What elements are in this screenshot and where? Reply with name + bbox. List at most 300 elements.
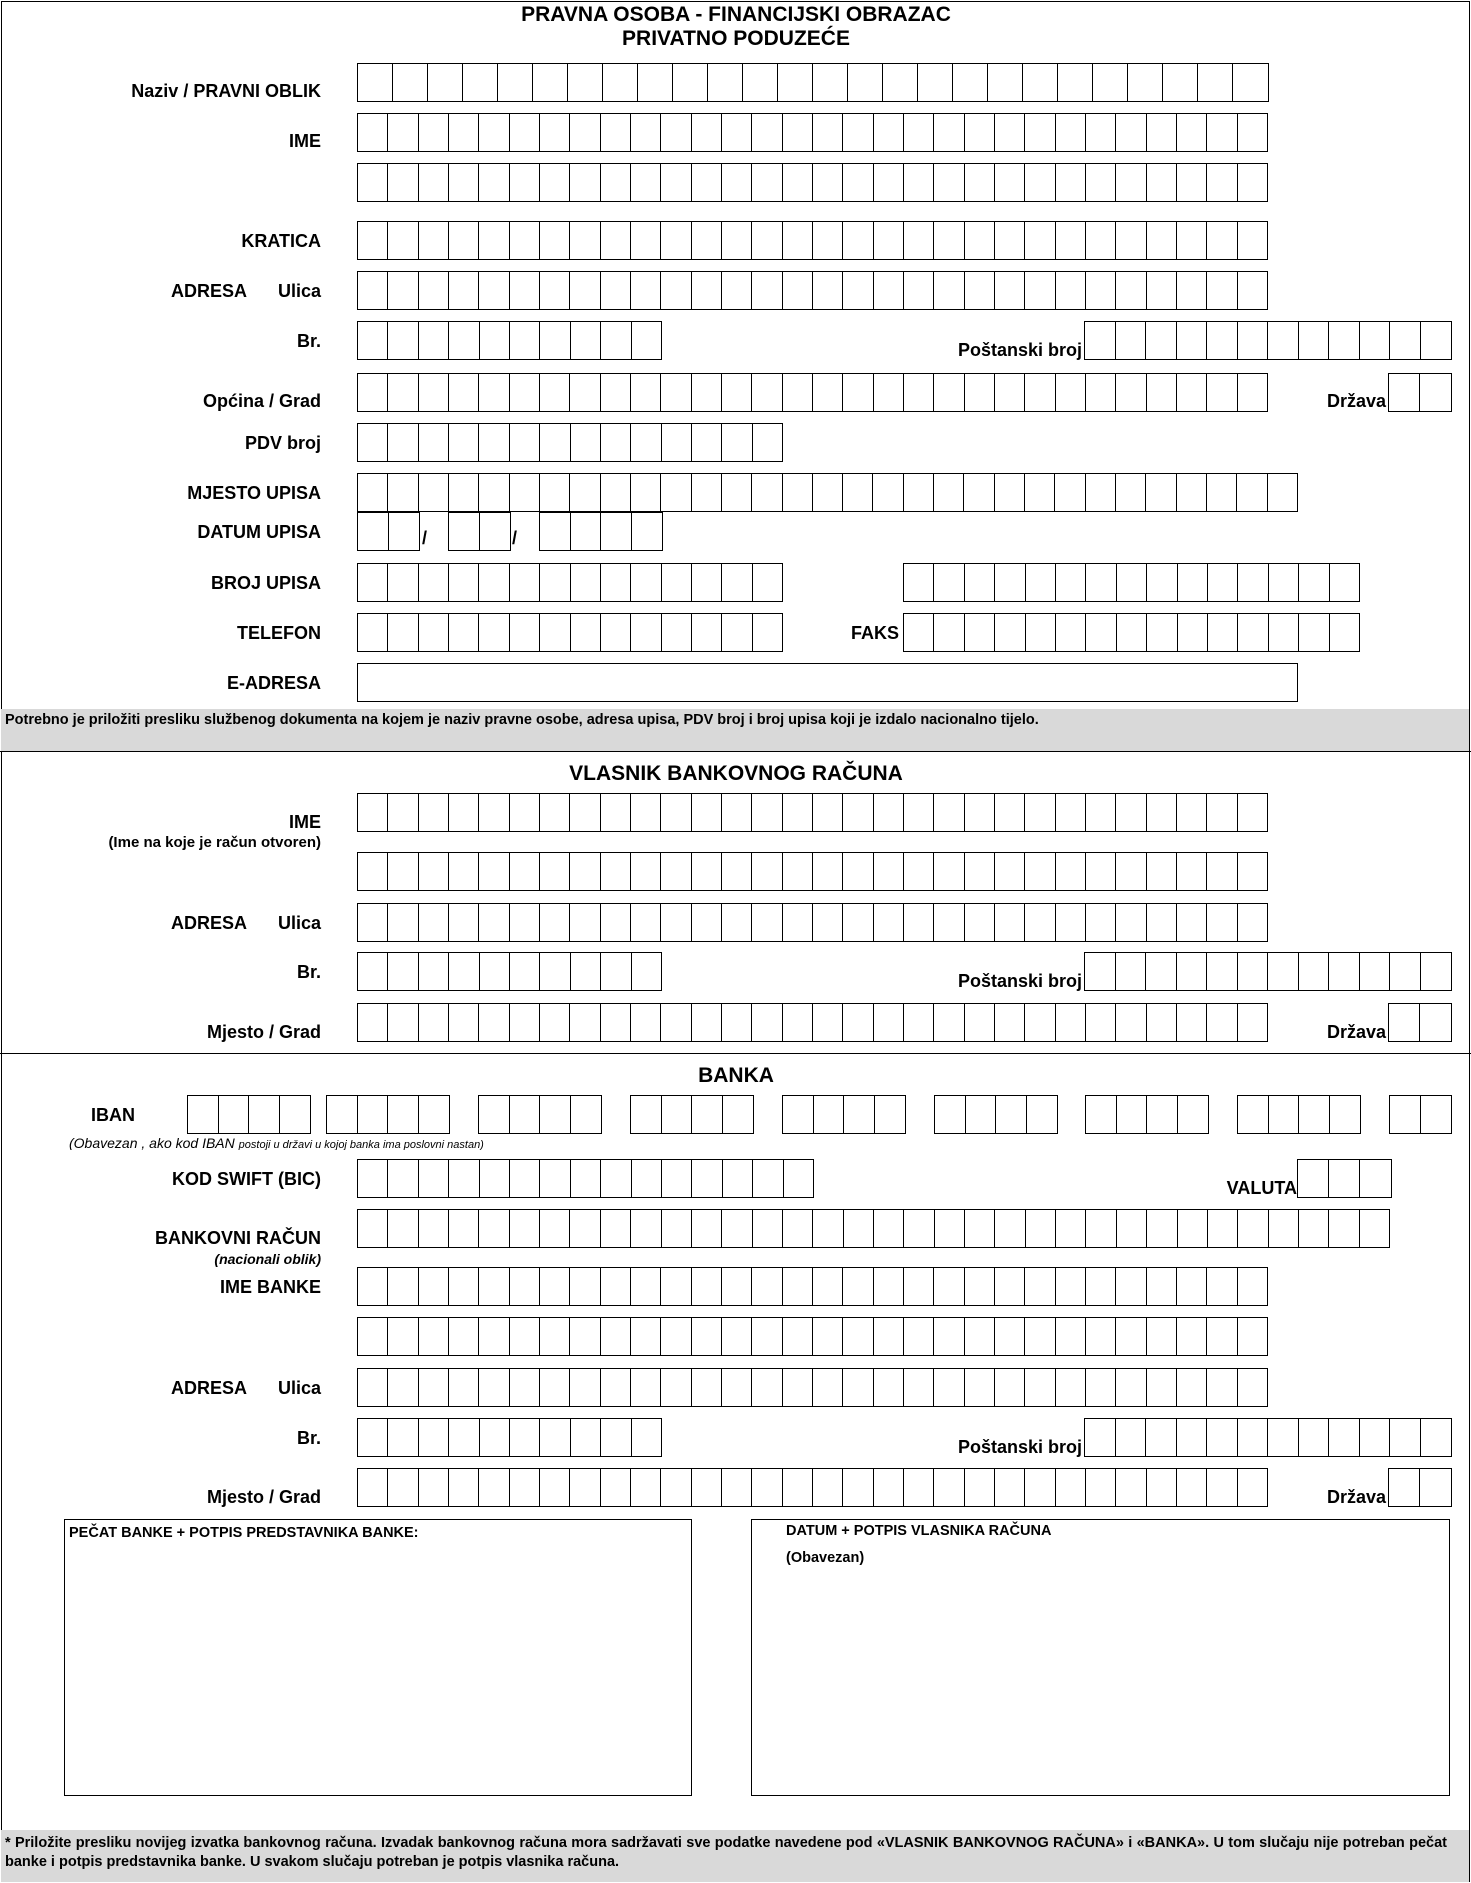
datum-upisa-day[interactable] (357, 512, 418, 551)
char-box[interactable] (1115, 321, 1147, 360)
char-box[interactable] (569, 1368, 601, 1407)
char-box[interactable] (539, 373, 571, 412)
char-box[interactable] (691, 1159, 723, 1198)
char-box[interactable] (478, 163, 510, 202)
char-box[interactable] (1057, 63, 1094, 102)
char-box[interactable] (478, 613, 510, 652)
char-box[interactable] (387, 1317, 419, 1356)
char-box[interactable] (812, 1468, 844, 1507)
char-box[interactable] (1237, 903, 1269, 942)
char-box[interactable] (418, 1095, 450, 1134)
char-box[interactable] (842, 852, 874, 891)
char-box[interactable] (509, 852, 541, 891)
char-box[interactable] (509, 903, 541, 942)
char-box[interactable] (1146, 1267, 1178, 1306)
char-box[interactable] (569, 113, 601, 152)
char-box[interactable] (569, 852, 601, 891)
char-box[interactable] (783, 1159, 815, 1198)
char-box[interactable] (509, 473, 541, 512)
char-box[interactable] (842, 903, 874, 942)
char-box[interactable] (630, 221, 662, 260)
char-box[interactable] (1298, 321, 1330, 360)
char-box[interactable] (509, 321, 541, 360)
char-box[interactable] (418, 852, 450, 891)
char-box[interactable] (782, 221, 814, 260)
char-box[interactable] (721, 1267, 753, 1306)
char-box[interactable] (478, 563, 510, 602)
char-box[interactable] (1237, 1368, 1269, 1407)
char-box[interactable] (964, 1209, 996, 1248)
char-box[interactable] (812, 271, 844, 310)
char-box[interactable] (1146, 1003, 1178, 1042)
char-box[interactable] (448, 512, 480, 551)
char-box[interactable] (1176, 373, 1208, 412)
bank-mjesto-field[interactable] (357, 1468, 1267, 1507)
char-box[interactable] (1085, 1003, 1117, 1042)
char-box[interactable] (994, 1209, 1026, 1248)
char-box[interactable] (691, 373, 723, 412)
char-box[interactable] (418, 423, 450, 462)
char-box[interactable] (1145, 473, 1177, 512)
char-box[interactable] (357, 613, 389, 652)
char-box[interactable] (418, 1317, 450, 1356)
char-box[interactable] (1237, 563, 1269, 602)
char-box[interactable] (933, 563, 965, 602)
char-box[interactable] (660, 473, 692, 512)
char-box[interactable] (478, 221, 510, 260)
char-box[interactable] (357, 321, 389, 360)
char-box[interactable] (1115, 221, 1147, 260)
char-box[interactable] (965, 1095, 997, 1134)
bankovni-racun-field[interactable] (357, 1209, 1389, 1248)
char-box[interactable] (1055, 163, 1087, 202)
char-box[interactable] (388, 512, 420, 551)
char-box[interactable] (630, 423, 662, 462)
char-box[interactable] (964, 903, 996, 942)
ime-field-2[interactable] (357, 163, 1267, 202)
char-box[interactable] (509, 1368, 541, 1407)
char-box[interactable] (751, 903, 783, 942)
char-box[interactable] (1206, 473, 1238, 512)
char-box[interactable] (448, 1209, 480, 1248)
char-box[interactable] (448, 1418, 480, 1457)
char-box[interactable] (418, 1159, 450, 1198)
char-box[interactable] (691, 163, 723, 202)
char-box[interactable] (782, 1209, 814, 1248)
faks-field[interactable] (903, 613, 1359, 652)
char-box[interactable] (1176, 1418, 1208, 1457)
char-box[interactable] (1237, 113, 1269, 152)
kratica-field[interactable] (357, 221, 1267, 260)
char-box[interactable] (1329, 1095, 1361, 1134)
char-box[interactable] (1328, 321, 1360, 360)
char-box[interactable] (903, 613, 935, 652)
char-box[interactable] (1026, 1095, 1058, 1134)
char-box[interactable] (387, 1267, 419, 1306)
char-box[interactable] (1116, 613, 1148, 652)
char-box[interactable] (1237, 271, 1269, 310)
char-box[interactable] (751, 373, 783, 412)
char-box[interactable] (873, 373, 905, 412)
char-box[interactable] (1176, 903, 1208, 942)
char-box[interactable] (1115, 1003, 1147, 1042)
char-box[interactable] (933, 1317, 965, 1356)
char-box[interactable] (782, 1003, 814, 1042)
char-box[interactable] (752, 563, 784, 602)
iban-group-3[interactable] (478, 1095, 600, 1134)
char-box[interactable] (964, 163, 996, 202)
char-box[interactable] (1054, 473, 1086, 512)
char-box[interactable] (933, 473, 965, 512)
char-box[interactable] (691, 1317, 723, 1356)
char-box[interactable] (812, 473, 844, 512)
char-box[interactable] (994, 563, 1026, 602)
char-box[interactable] (509, 563, 541, 602)
char-box[interactable] (539, 613, 571, 652)
char-box[interactable] (721, 373, 753, 412)
char-box[interactable] (631, 1418, 663, 1457)
char-box[interactable] (630, 1003, 662, 1042)
char-box[interactable] (1024, 221, 1056, 260)
char-box[interactable] (600, 1159, 632, 1198)
char-box[interactable] (478, 1368, 510, 1407)
owner-postanski-field[interactable] (1084, 952, 1450, 991)
char-box[interactable] (1085, 563, 1117, 602)
char-box[interactable] (752, 1159, 784, 1198)
char-box[interactable] (882, 63, 919, 102)
char-box[interactable] (751, 1267, 783, 1306)
char-box[interactable] (812, 63, 849, 102)
char-box[interactable] (903, 1267, 935, 1306)
char-box[interactable] (691, 1368, 723, 1407)
char-box[interactable] (387, 113, 419, 152)
char-box[interactable] (357, 952, 389, 991)
char-box[interactable] (1237, 793, 1269, 832)
iban-group-6[interactable] (934, 1095, 1056, 1134)
char-box[interactable] (661, 1159, 693, 1198)
owner-ime-field-2[interactable] (357, 852, 1267, 891)
char-box[interactable] (721, 423, 753, 462)
char-box[interactable] (842, 113, 874, 152)
char-box[interactable] (1115, 113, 1147, 152)
char-box[interactable] (357, 1159, 389, 1198)
char-box[interactable] (1055, 113, 1087, 152)
char-box[interactable] (630, 852, 662, 891)
char-box[interactable] (448, 563, 480, 602)
char-box[interactable] (842, 373, 874, 412)
char-box[interactable] (843, 1209, 875, 1248)
char-box[interactable] (448, 1317, 480, 1356)
char-box[interactable] (387, 1468, 419, 1507)
char-box[interactable] (539, 952, 571, 991)
char-box[interactable] (1085, 903, 1117, 942)
bank-stamp-box[interactable] (64, 1519, 692, 1796)
char-box[interactable] (751, 1317, 783, 1356)
char-box[interactable] (1267, 473, 1299, 512)
char-box[interactable] (1206, 1003, 1238, 1042)
char-box[interactable] (539, 163, 571, 202)
char-box[interactable] (1024, 1003, 1056, 1042)
char-box[interactable] (387, 423, 419, 462)
char-box[interactable] (1115, 952, 1147, 991)
char-box[interactable] (479, 512, 511, 551)
char-box[interactable] (843, 1095, 875, 1134)
char-box[interactable] (1420, 1095, 1452, 1134)
char-box[interactable] (357, 221, 389, 260)
char-box[interactable] (660, 1468, 692, 1507)
char-box[interactable] (1116, 1095, 1148, 1134)
char-box[interactable] (1268, 1095, 1300, 1134)
bank-postanski-field[interactable] (1084, 1418, 1450, 1457)
char-box[interactable] (1115, 852, 1147, 891)
char-box[interactable] (873, 1267, 905, 1306)
char-box[interactable] (357, 1095, 389, 1134)
char-box[interactable] (357, 163, 389, 202)
char-box[interactable] (570, 1095, 602, 1134)
char-box[interactable] (1359, 1209, 1391, 1248)
char-box[interactable] (569, 903, 601, 942)
char-box[interactable] (448, 321, 480, 360)
char-box[interactable] (630, 1468, 662, 1507)
char-box[interactable] (448, 163, 480, 202)
char-box[interactable] (387, 903, 419, 942)
char-box[interactable] (1420, 952, 1452, 991)
char-box[interactable] (448, 1003, 480, 1042)
char-box[interactable] (539, 1368, 571, 1407)
char-box[interactable] (1146, 113, 1178, 152)
char-box[interactable] (1055, 1468, 1087, 1507)
char-box[interactable] (903, 373, 935, 412)
char-box[interactable] (539, 1209, 571, 1248)
broj-upisa-field-2[interactable] (903, 563, 1359, 602)
char-box[interactable] (721, 113, 753, 152)
char-box[interactable] (1024, 1468, 1056, 1507)
char-box[interactable] (691, 271, 723, 310)
char-box[interactable] (630, 903, 662, 942)
char-box[interactable] (630, 1267, 662, 1306)
char-box[interactable] (567, 63, 604, 102)
char-box[interactable] (448, 423, 480, 462)
char-box[interactable] (539, 113, 571, 152)
char-box[interactable] (1176, 473, 1208, 512)
char-box[interactable] (782, 1095, 814, 1134)
char-box[interactable] (509, 1317, 541, 1356)
char-box[interactable] (751, 271, 783, 310)
char-box[interactable] (630, 563, 662, 602)
char-box[interactable] (1206, 793, 1238, 832)
char-box[interactable] (964, 1368, 996, 1407)
swift-field[interactable] (357, 1159, 813, 1198)
char-box[interactable] (1055, 563, 1087, 602)
char-box[interactable] (509, 1003, 541, 1042)
char-box[interactable] (721, 852, 753, 891)
char-box[interactable] (509, 613, 541, 652)
char-box[interactable] (691, 1267, 723, 1306)
char-box[interactable] (1055, 373, 1087, 412)
char-box[interactable] (1146, 1368, 1178, 1407)
char-box[interactable] (418, 321, 450, 360)
char-box[interactable] (357, 793, 389, 832)
char-box[interactable] (1206, 952, 1238, 991)
char-box[interactable] (387, 321, 419, 360)
char-box[interactable] (279, 1095, 311, 1134)
char-box[interactable] (660, 1317, 692, 1356)
char-box[interactable] (1024, 373, 1056, 412)
char-box[interactable] (387, 1368, 419, 1407)
char-box[interactable] (631, 952, 663, 991)
char-box[interactable] (1085, 1267, 1117, 1306)
char-box[interactable] (539, 1317, 571, 1356)
char-box[interactable] (1127, 63, 1164, 102)
char-box[interactable] (418, 163, 450, 202)
char-box[interactable] (448, 952, 480, 991)
char-box[interactable] (751, 473, 783, 512)
char-box[interactable] (1328, 1209, 1360, 1248)
char-box[interactable] (1237, 1418, 1269, 1457)
char-box[interactable] (903, 903, 935, 942)
char-box[interactable] (570, 952, 602, 991)
char-box[interactable] (630, 271, 662, 310)
ime-field-1[interactable] (357, 113, 1267, 152)
char-box[interactable] (1146, 613, 1178, 652)
char-box[interactable] (539, 1159, 571, 1198)
char-box[interactable] (903, 113, 935, 152)
char-box[interactable] (1085, 473, 1117, 512)
char-box[interactable] (1085, 852, 1117, 891)
char-box[interactable] (387, 473, 419, 512)
char-box[interactable] (357, 113, 389, 152)
char-box[interactable] (570, 563, 602, 602)
char-box[interactable] (418, 113, 450, 152)
char-box[interactable] (1024, 1317, 1056, 1356)
char-box[interactable] (1206, 1267, 1238, 1306)
char-box[interactable] (630, 373, 662, 412)
char-box[interactable] (691, 221, 723, 260)
char-box[interactable] (600, 1267, 632, 1306)
char-box[interactable] (1085, 163, 1117, 202)
char-box[interactable] (387, 952, 419, 991)
char-box[interactable] (707, 63, 744, 102)
char-box[interactable] (1236, 473, 1268, 512)
iban-group-2[interactable] (326, 1095, 448, 1134)
ulica-field[interactable] (357, 271, 1267, 310)
char-box[interactable] (964, 1267, 996, 1306)
char-box[interactable] (691, 113, 723, 152)
char-box[interactable] (600, 271, 632, 310)
char-box[interactable] (569, 1317, 601, 1356)
char-box[interactable] (448, 793, 480, 832)
char-box[interactable] (1359, 1159, 1392, 1198)
char-box[interactable] (1268, 563, 1300, 602)
char-box[interactable] (570, 423, 602, 462)
char-box[interactable] (600, 903, 632, 942)
char-box[interactable] (1237, 1317, 1269, 1356)
char-box[interactable] (1298, 1209, 1330, 1248)
char-box[interactable] (539, 563, 571, 602)
char-box[interactable] (963, 473, 995, 512)
email-input[interactable] (357, 663, 1298, 702)
char-box[interactable] (1237, 852, 1269, 891)
char-box[interactable] (569, 163, 601, 202)
char-box[interactable] (448, 473, 480, 512)
char-box[interactable] (874, 1095, 906, 1134)
char-box[interactable] (722, 1095, 754, 1134)
char-box[interactable] (752, 423, 784, 462)
char-box[interactable] (600, 1317, 632, 1356)
char-box[interactable] (1084, 321, 1116, 360)
char-box[interactable] (1237, 613, 1269, 652)
char-box[interactable] (873, 852, 905, 891)
char-box[interactable] (357, 563, 389, 602)
char-box[interactable] (964, 563, 996, 602)
char-box[interactable] (1055, 1368, 1087, 1407)
char-box[interactable] (1055, 1317, 1087, 1356)
char-box[interactable] (509, 271, 541, 310)
char-box[interactable] (752, 613, 784, 652)
char-box[interactable] (1024, 852, 1056, 891)
char-box[interactable] (1055, 271, 1087, 310)
char-box[interactable] (1146, 1317, 1178, 1356)
char-box[interactable] (782, 1368, 814, 1407)
char-box[interactable] (994, 473, 1026, 512)
char-box[interactable] (418, 613, 450, 652)
char-box[interactable] (1022, 63, 1059, 102)
char-box[interactable] (660, 113, 692, 152)
char-box[interactable] (600, 423, 632, 462)
char-box[interactable] (1085, 1209, 1117, 1248)
char-box[interactable] (994, 852, 1026, 891)
char-box[interactable] (1115, 163, 1147, 202)
char-box[interactable] (964, 113, 996, 152)
char-box[interactable] (1176, 952, 1208, 991)
char-box[interactable] (1267, 1418, 1299, 1457)
char-box[interactable] (1055, 221, 1087, 260)
char-box[interactable] (1177, 563, 1209, 602)
char-box[interactable] (903, 793, 935, 832)
char-box[interactable] (994, 163, 1026, 202)
char-box[interactable] (873, 221, 905, 260)
char-box[interactable] (751, 1468, 783, 1507)
char-box[interactable] (1055, 852, 1087, 891)
char-box[interactable] (782, 271, 814, 310)
char-box[interactable] (721, 271, 753, 310)
char-box[interactable] (478, 1317, 510, 1356)
char-box[interactable] (387, 563, 419, 602)
char-box[interactable] (1085, 1095, 1117, 1134)
char-box[interactable] (539, 1095, 571, 1134)
char-box[interactable] (661, 1095, 693, 1134)
char-box[interactable] (1085, 373, 1117, 412)
char-box[interactable] (509, 113, 541, 152)
char-box[interactable] (691, 1209, 723, 1248)
char-box[interactable] (812, 1368, 844, 1407)
char-box[interactable] (1232, 63, 1269, 102)
char-box[interactable] (600, 221, 632, 260)
char-box[interactable] (539, 271, 571, 310)
char-box[interactable] (1084, 1418, 1116, 1457)
char-box[interactable] (1146, 1468, 1178, 1507)
char-box[interactable] (448, 613, 480, 652)
char-box[interactable] (1176, 163, 1208, 202)
char-box[interactable] (1267, 321, 1299, 360)
char-box[interactable] (1206, 1368, 1238, 1407)
char-box[interactable] (569, 1468, 601, 1507)
char-box[interactable] (1115, 1418, 1147, 1457)
char-box[interactable] (1146, 373, 1178, 412)
char-box[interactable] (1025, 563, 1057, 602)
char-box[interactable] (448, 373, 480, 412)
char-box[interactable] (1206, 271, 1238, 310)
